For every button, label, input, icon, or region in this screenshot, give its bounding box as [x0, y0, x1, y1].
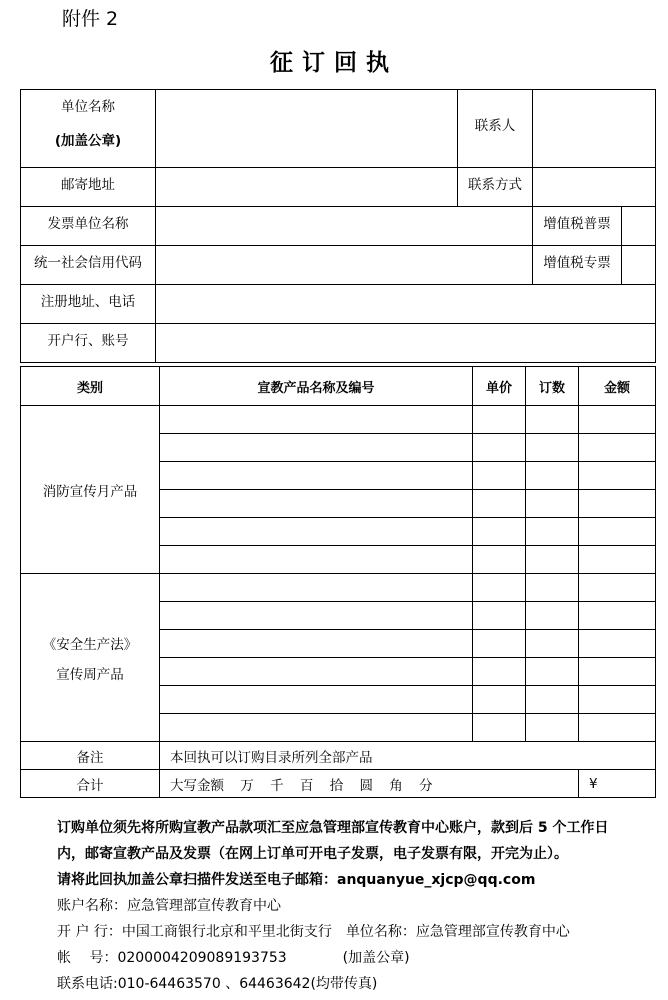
payment-instruction: 订购单位须先将所购宣教产品款项汇至应急管理部宣传教育中心账户，款到后 5 个工作日内，邮寄宣教产品及发票（在网上订单可开电子发票，电子发票有限，开完为止）。: [57, 820, 609, 862]
yen-sign: ¥: [589, 775, 598, 792]
price-cell[interactable]: [473, 462, 526, 490]
unit-name-field[interactable]: [156, 90, 458, 168]
table-row: [21, 246, 656, 285]
vat-special-label: 增值税专票: [533, 246, 622, 285]
amount-cell[interactable]: [579, 658, 656, 686]
amount-cell[interactable]: [579, 546, 656, 574]
amount-cell[interactable]: [579, 630, 656, 658]
header-price: 单价: [473, 367, 526, 406]
attachment-label: 附件 2: [62, 8, 119, 30]
price-cell[interactable]: [473, 434, 526, 462]
unit-name-label-cell: [21, 90, 156, 168]
quantity-cell[interactable]: [526, 518, 579, 546]
quantity-cell[interactable]: [526, 546, 579, 574]
price-cell[interactable]: [473, 602, 526, 630]
price-cell[interactable]: [473, 406, 526, 434]
price-cell[interactable]: [473, 518, 526, 546]
account-name: 账户名称：应急管理部宣传教育中心: [57, 898, 281, 914]
table-row: [21, 324, 656, 363]
unit-qian: 千: [270, 777, 284, 794]
table-row: [21, 285, 656, 324]
product-cell[interactable]: [160, 714, 473, 742]
address-field[interactable]: [156, 168, 458, 207]
invoice-unit-field[interactable]: [156, 207, 533, 246]
product-cell[interactable]: [160, 518, 473, 546]
remark-text: 本回执可以订购目录所列全部产品: [160, 742, 656, 770]
product-cell[interactable]: [160, 658, 473, 686]
product-cell[interactable]: [160, 490, 473, 518]
email-instruction: 请将此回执加盖公章扫描件发送至电子邮箱：anquanyue_xjcp@qq.com: [57, 872, 536, 888]
total-amount-cell[interactable]: [579, 770, 656, 798]
contact-phone: 联系电话:010-64463570 、64463642(均带传真): [57, 976, 378, 992]
quantity-cell[interactable]: [526, 406, 579, 434]
address-label: 邮寄地址: [21, 168, 156, 207]
quantity-cell[interactable]: [526, 574, 579, 602]
quantity-cell[interactable]: [526, 630, 579, 658]
account-number: 帐 号：0200004209089193753 (加盖公章): [57, 950, 410, 966]
order-table: [20, 366, 656, 798]
vat-special-checkbox[interactable]: [622, 246, 656, 285]
amount-cell[interactable]: [579, 462, 656, 490]
price-cell[interactable]: [473, 658, 526, 686]
header-amount: 金额: [579, 367, 656, 406]
bank-account-label: 开户行、账号: [21, 324, 156, 363]
product-cell[interactable]: [160, 630, 473, 658]
bank-account-field[interactable]: [156, 324, 656, 363]
product-cell[interactable]: [160, 546, 473, 574]
amount-cell[interactable]: [579, 406, 656, 434]
table-row: [21, 168, 656, 207]
total-label: 合计: [21, 770, 160, 798]
contact-method-label: 联系方式: [458, 168, 533, 207]
vat-normal-checkbox[interactable]: [622, 207, 656, 246]
category-safety-week-line2: 宣传周产品: [56, 666, 124, 683]
total-caps-label: 大写金额: [170, 777, 224, 794]
price-cell[interactable]: [473, 714, 526, 742]
credit-code-label: 统一社会信用代码: [21, 246, 156, 285]
table-row: [21, 90, 656, 168]
invoice-unit-label: 发票单位名称: [21, 207, 156, 246]
amount-cell[interactable]: [579, 490, 656, 518]
bank-info: 开 户 行：中国工商银行北京和平里北街支行 单位名称：应急管理部宣传教育中心: [57, 924, 570, 940]
order-header-row: [21, 367, 656, 406]
quantity-cell[interactable]: [526, 602, 579, 630]
price-cell[interactable]: [473, 574, 526, 602]
category-fire-month: 消防宣传月产品: [21, 406, 160, 574]
product-cell[interactable]: [160, 686, 473, 714]
unit-bai: 百: [299, 777, 314, 794]
price-cell[interactable]: [473, 546, 526, 574]
table-row: [21, 574, 656, 602]
reg-address-label: 注册地址、电话: [21, 285, 156, 324]
price-cell[interactable]: [473, 490, 526, 518]
unit-jiao: 角: [389, 777, 403, 794]
amount-cell[interactable]: [579, 602, 656, 630]
quantity-cell[interactable]: [526, 658, 579, 686]
total-caps-cell[interactable]: [160, 770, 579, 798]
table-row: [21, 406, 656, 434]
unit-name-label: 单位名称: [61, 99, 115, 115]
contact-method-field[interactable]: [533, 168, 656, 207]
unit-yuan: 圆: [359, 777, 373, 794]
unit-wan: 万: [240, 777, 254, 794]
product-cell[interactable]: [160, 434, 473, 462]
reg-address-field[interactable]: [156, 285, 656, 324]
unit-stamp-label: (加盖公章): [54, 133, 122, 149]
product-cell[interactable]: [160, 574, 473, 602]
remark-label: 备注: [21, 742, 160, 770]
quantity-cell[interactable]: [526, 490, 579, 518]
credit-code-field[interactable]: [156, 246, 533, 285]
header-quantity: 订数: [526, 367, 579, 406]
form-title: 征订回执: [270, 50, 398, 76]
price-cell[interactable]: [473, 686, 526, 714]
table-row: [21, 207, 656, 246]
unit-fen: 分: [419, 777, 433, 794]
price-cell[interactable]: [473, 630, 526, 658]
amount-cell[interactable]: [579, 434, 656, 462]
category-safety-week-line1: 《安全生产法》: [42, 636, 138, 653]
header-category: 类别: [21, 367, 160, 406]
quantity-cell[interactable]: [526, 462, 579, 490]
customer-info-table: [20, 89, 656, 363]
header-product: 宣教产品名称及编号: [160, 367, 473, 406]
quantity-cell[interactable]: [526, 714, 579, 742]
vat-normal-label: 增值税普票: [533, 207, 622, 246]
amount-cell[interactable]: [579, 574, 656, 602]
amount-cell[interactable]: [579, 714, 656, 742]
unit-shi: 拾: [329, 777, 344, 794]
total-row: [21, 770, 656, 798]
remark-row: [21, 742, 656, 770]
quantity-cell[interactable]: [526, 686, 579, 714]
contact-label: 联系人: [458, 90, 533, 168]
amount-cell[interactable]: [579, 518, 656, 546]
notes-section: [57, 815, 627, 997]
product-cell[interactable]: [160, 462, 473, 490]
contact-field[interactable]: [533, 90, 656, 168]
product-cell[interactable]: [160, 602, 473, 630]
amount-cell[interactable]: [579, 686, 656, 714]
quantity-cell[interactable]: [526, 434, 579, 462]
category-safety-week: [21, 574, 160, 742]
product-cell[interactable]: [160, 406, 473, 434]
